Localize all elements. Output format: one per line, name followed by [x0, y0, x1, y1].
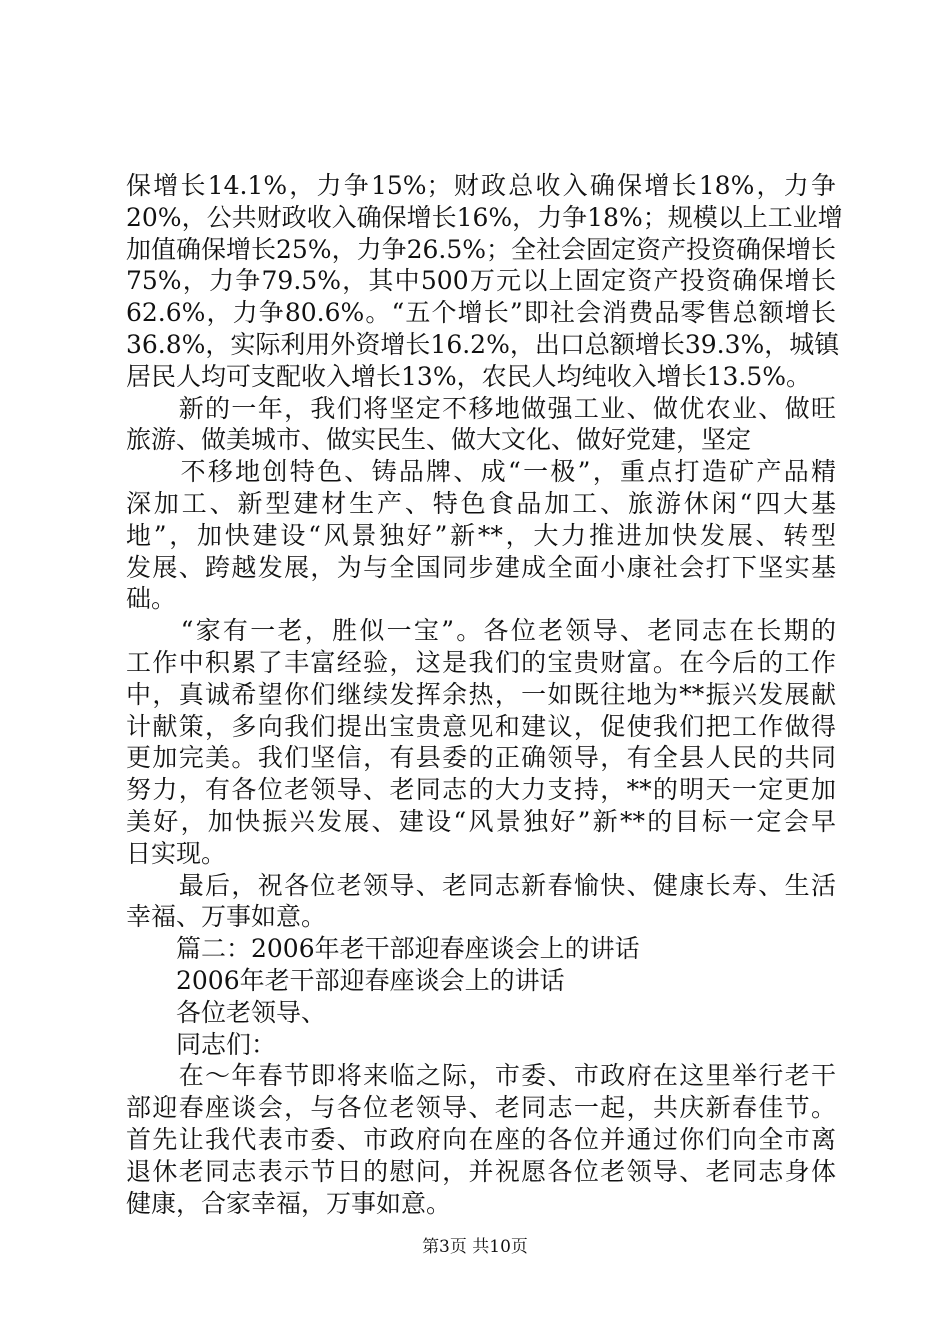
text-line: 计献策，多向我们提出宝贵意见和建议，促使我们把工作做得 [126, 711, 836, 741]
page-footer: 第3页 共10页 [422, 1237, 528, 1257]
text-line: 发展、跨越发展，为与全国同步建成全面小康社会打下坚实基 [126, 552, 836, 582]
text-line: 部迎春座谈会，与各位老领导、老同志一起，共庆新春佳节。 [126, 1093, 836, 1123]
text-line: 不移地创特色、铸品牌、成“一极”，重点打造矿产品精 [126, 457, 836, 487]
text-line: 础。 [126, 584, 177, 614]
body-text [126, 170, 843, 1219]
text-line: 日实现。 [126, 838, 227, 868]
text-line: 幸福、万事如意。 [126, 902, 327, 932]
text-line: 美好，加快振兴发展、建设“风景独好”新**的目标一定会早 [126, 806, 836, 836]
salutation: 同志们： [126, 1029, 277, 1059]
text-line: 加值确保增长25%，力争26.5%；全社会固定资产投资确保增长 [126, 234, 836, 264]
text-line: 地”，加快建设“风景独好”新**，大力推进加快发展、转型 [126, 520, 836, 550]
text-line: 75%，力争79.5%，其中500万元以上固定资产投资确保增长 [126, 266, 836, 296]
section-heading: 篇二：2006年老干部迎春座谈会上的讲话 [126, 934, 640, 964]
text-line: 居民人均可支配收入增长13%，农民人均纯收入增长13.5%。 [126, 361, 811, 391]
salutation: 各位老领导、 [126, 997, 327, 1027]
text-line: 62.6%，力争80.6%。“五个增长”即社会消费品零售总额增长 [126, 298, 836, 328]
text-line: 旅游、做美城市、做实民生、做大文化、做好党建，坚定 [126, 425, 752, 455]
text-line: 首先让我代表市委、市政府向在座的各位并通过你们向全市离 [126, 1124, 836, 1154]
speech-title: 2006年老干部迎春座谈会上的讲话 [126, 965, 565, 995]
text-line: 新的一年，我们将坚定不移地做强工业、做优农业、做旺 [126, 393, 836, 423]
text-line: 工作中积累了丰富经验，这是我们的宝贵财富。在今后的工作 [126, 647, 836, 677]
text-line: 更加完美。我们坚信，有县委的正确领导，有全县人民的共同 [126, 743, 836, 773]
text-line: 36.8%，实际利用外资增长16.2%，出口总额增长39.3%，城镇 [126, 329, 840, 359]
text-line: 20%，公共财政收入确保增长16%，力争18%；规模以上工业增 [126, 202, 843, 232]
text-line: 退休老同志表示节日的慰问，并祝愿各位老领导、老同志身体 [126, 1156, 836, 1186]
text-line: 最后，祝各位老领导、老同志新春愉快、健康长寿、生活 [126, 870, 836, 900]
text-line: 健康，合家幸福，万事如意。 [126, 1188, 452, 1218]
text-line: 保增长14.1%，力争15%；财政总收入确保增长18%，力争 [126, 171, 836, 200]
text-line: 深加工、新型建材生产、特色食品加工、旅游休闲“四大基 [126, 488, 836, 518]
text-line: 在～年春节即将来临之际，市委、市政府在这里举行老干 [126, 1061, 836, 1091]
text-line: “家有一老，胜似一宝”。各位老领导、老同志在长期的 [126, 616, 836, 646]
text-line: 中，真诚希望你们继续发挥余热，一如既往地为**振兴发展献 [126, 679, 836, 709]
text-line: 努力，有各位老领导、老同志的大力支持，**的明天一定更加 [126, 775, 836, 805]
